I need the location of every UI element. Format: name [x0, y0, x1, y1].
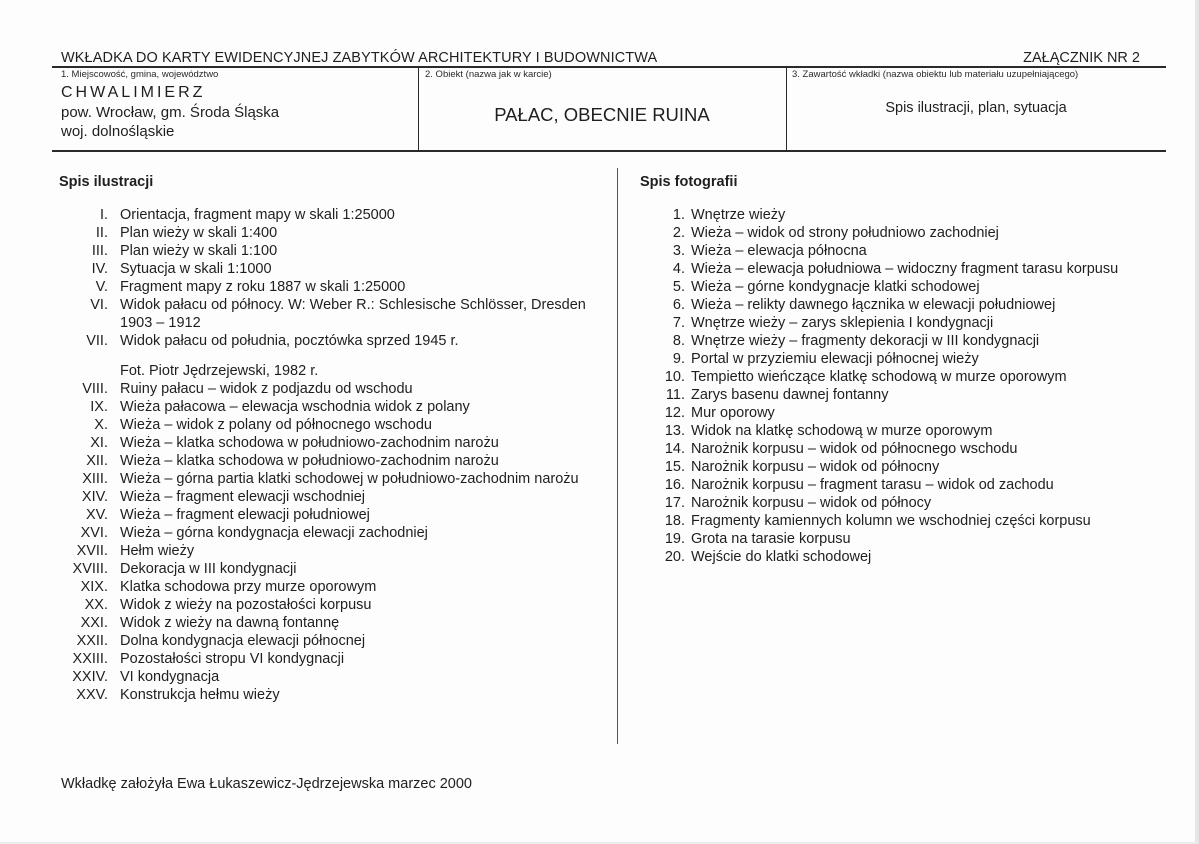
illustration-item-number: VIII.	[82, 381, 108, 397]
place-name: CHWALIMIERZ	[61, 84, 206, 101]
photo-item-text: Narożnik korpusu – widok od północny	[691, 459, 940, 475]
illustration-item	[61, 632, 601, 650]
contents-label: 3. Zawartość wkładki (nazwa obiektu lub materiału uzupełniającego)	[792, 69, 1079, 80]
illustration-item-number: XVII.	[76, 543, 108, 559]
photo-item-number: 14.	[664, 441, 685, 457]
column-divider	[617, 168, 618, 744]
photo-item-text: Grota na tarasie korpusu	[691, 531, 851, 547]
illustration-item-number: IX.	[90, 399, 108, 415]
contents-value: Spis ilustracji, plan, sytuacja	[885, 100, 1067, 116]
photo-item-text: Portal w przyziemiu elewacji północnej wieży	[691, 351, 979, 367]
illustration-item-number: XI.	[90, 435, 108, 451]
document-title: WKŁADKA DO KARTY EWIDENCYJNEJ ZABYTKÓW ARCHITEKTURY I BUDOWNICTWA	[61, 50, 658, 66]
illustration-item-text: Wieża – górna kondygnacja elewacji zachodniej	[120, 525, 428, 541]
photo-item-text: Wieża – relikty dawnego łącznika w elewacji południowej	[691, 297, 1056, 313]
illustration-item	[61, 434, 601, 452]
photos-title: Spis fotografii	[640, 174, 738, 190]
photo-item-number: 13.	[664, 423, 685, 439]
illustration-item-number: XXII.	[76, 633, 108, 649]
header-rule	[52, 66, 1166, 68]
illustration-item-text: Widok pałacu od północy. W: Weber R.: Schlesische Schlösser, Dresden 1903 – 1912	[120, 297, 586, 331]
photo-item-text: Mur oporowy	[691, 405, 775, 421]
photo-item	[640, 242, 1160, 260]
illustration-item	[61, 488, 601, 506]
photo-item-text: Wnętrze wieży	[691, 207, 786, 223]
photo-item-number: 10.	[664, 369, 685, 385]
illustration-item-text: Sytuacja w skali 1:1000	[120, 261, 272, 277]
photo-item	[640, 440, 1160, 458]
header-bottom-rule	[52, 150, 1166, 152]
photo-item	[640, 548, 1160, 566]
photo-item-text: Fragmenty kamiennych kolumn we wschodniej części korpusu	[691, 513, 1091, 529]
illustration-item-number: XXIV.	[72, 669, 108, 685]
illustration-item-text: Dolna kondygnacja elewacji północnej	[120, 633, 366, 649]
illustration-item	[61, 524, 601, 542]
illustration-item-number: XXIII.	[72, 651, 108, 667]
illustration-item	[61, 278, 601, 296]
footer-author: Wkładkę założyła Ewa Łukaszewicz-Jędrzejewska marzec 2000	[61, 776, 472, 792]
illustration-item-text: Hełm wieży	[120, 543, 195, 559]
illustration-item	[61, 650, 601, 668]
illustration-item	[61, 686, 601, 704]
illustration-item-number: XX.	[84, 597, 108, 613]
photo-item	[640, 494, 1160, 512]
photo-item-number: 5.	[672, 279, 685, 295]
illustration-item-text: Fragment mapy z roku 1887 w skali 1:25000	[120, 279, 406, 295]
photo-item-number: 19.	[664, 531, 685, 547]
photo-item	[640, 224, 1160, 242]
illustration-item-number: XVIII.	[72, 561, 108, 577]
illustration-item-number: XIV.	[81, 489, 108, 505]
illustration-item	[61, 416, 601, 434]
illustration-item-number: VI.	[90, 297, 108, 313]
photo-item-number: 4.	[672, 261, 685, 277]
illustration-item-number: XXI.	[80, 615, 108, 631]
illustration-item	[61, 470, 601, 488]
photo-item	[640, 530, 1160, 548]
photo-item-text: Widok na klatkę schodową w murze oporowym	[691, 423, 993, 439]
photo-item	[640, 368, 1160, 386]
illustration-item	[61, 542, 601, 560]
photo-item	[640, 476, 1160, 494]
illustration-item-text: Plan wieży w skali 1:100	[120, 243, 278, 259]
illustration-item-text: Ruiny pałacu – widok z podjazdu od wschodu	[120, 381, 413, 397]
place-district: pow. Wrocław, gm. Środa Śląska	[61, 104, 280, 121]
illustration-item-text: Wieża – fragment elewacji południowej	[120, 507, 370, 523]
illustration-item-text: Klatka schodowa przy murze oporowym	[120, 579, 377, 595]
illustration-item-text: Pozostałości stropu VI kondygnacji	[120, 651, 345, 667]
illustration-item-text: Widok z wieży na pozostałości korpusu	[120, 597, 372, 613]
illustration-item	[61, 206, 601, 224]
illustration-item	[61, 452, 601, 470]
object-name: PAŁAC, OBECNIE RUINA	[494, 104, 710, 125]
illustration-item-number: XVI.	[80, 525, 108, 541]
illustration-item	[61, 224, 601, 242]
illustration-item-text: Widok z wieży na dawną fontannę	[120, 615, 340, 631]
illustration-item-number: XIII.	[82, 471, 108, 487]
photo-item-text: Wieża – elewacja południowa – widoczny fragment tarasu korpusu	[691, 261, 1119, 277]
photo-item-number: 11.	[665, 387, 685, 403]
place-voivodeship: woj. dolnośląskie	[61, 123, 175, 140]
illustrations-list	[61, 206, 601, 704]
photo-item-number: 3.	[672, 243, 685, 259]
illustration-item-text: Wieża – górna partia klatki schodowej w południowo-zachodnim narożu	[120, 471, 579, 487]
photo-item-number: 6.	[672, 297, 685, 313]
photo-item-text: Wnętrze wieży – zarys sklepienia I kondygnacji	[691, 315, 994, 331]
photo-item-text: Wnętrze wieży – fragmenty dekoracji w III kondygnacji	[691, 333, 1040, 349]
illustration-item-number: X.	[94, 417, 108, 433]
photo-item	[640, 386, 1160, 404]
photo-item	[640, 296, 1160, 314]
illustration-item-number: V.	[95, 279, 108, 295]
illustration-item	[61, 560, 601, 578]
illustration-item-text: Wieża – widok z polany od północnego wschodu	[120, 417, 432, 433]
photo-item-text: Narożnik korpusu – widok od północy	[691, 495, 932, 511]
illustration-item-number: IV.	[91, 261, 108, 277]
illustration-item-text: Wieża – klatka schodowa w południowo-zachodnim narożu	[120, 435, 499, 451]
illustration-item	[61, 296, 601, 332]
photo-item-text: Wieża – elewacja północna	[691, 243, 867, 259]
photo-item-text: Wieża – górne kondygnacje klatki schodowej	[691, 279, 980, 295]
illustrations-group-2	[61, 380, 601, 704]
photo-item	[640, 422, 1160, 440]
photo-item-text: Wieża – widok od strony południowo zachodniej	[691, 225, 999, 241]
photo-item-text: Narożnik korpusu – fragment tarasu – widok od zachodu	[691, 477, 1054, 493]
illustration-item-text: Wieża pałacowa – elewacja wschodnia widok z polany	[120, 399, 470, 415]
photo-credit: Fot. Piotr Jędrzejewski, 1982 r.	[120, 363, 319, 379]
illustration-item-text: Konstrukcja hełmu wieży	[120, 687, 280, 703]
photo-item	[640, 458, 1160, 476]
illustration-item-number: III.	[91, 243, 108, 259]
illustrations-title: Spis ilustracji	[59, 174, 154, 190]
photo-item-number: 1.	[672, 207, 685, 223]
photo-item-number: 17.	[664, 495, 685, 511]
photo-item-text: Tempietto wieńczące klatkę schodową w murze oporowym	[691, 369, 1067, 385]
illustration-item	[61, 668, 601, 686]
photo-item	[640, 404, 1160, 422]
photo-item-text: Wejście do klatki schodowej	[691, 549, 872, 565]
illustration-item-number: XXV.	[76, 687, 108, 703]
page-edge	[1195, 0, 1199, 844]
illustration-item-text: VI kondygnacja	[120, 669, 220, 685]
photo-item	[640, 260, 1160, 278]
photos-list	[640, 206, 1160, 566]
photo-item-number: 8.	[672, 333, 685, 349]
annex-number: ZAŁĄCZNIK NR 2	[1023, 50, 1140, 66]
illustration-item-number: VII.	[86, 333, 108, 349]
photo-item	[640, 206, 1160, 224]
illustration-item-number: I.	[99, 207, 108, 223]
illustration-item	[61, 242, 601, 260]
illustration-item-number: XV.	[85, 507, 108, 523]
illustration-item	[61, 332, 601, 350]
illustration-item-text: Widok pałacu od południa, pocztówka sprzed 1945 r.	[120, 333, 459, 349]
illustration-item	[61, 398, 601, 416]
photo-item	[640, 350, 1160, 368]
photo-item-text: Zarys basenu dawnej fontanny	[691, 387, 889, 403]
photo-item-number: 15.	[664, 459, 685, 475]
photo-item	[640, 512, 1160, 530]
location-label: 1. Miejscowość, gmina, województwo	[61, 69, 219, 80]
photo-item-text: Narożnik korpusu – widok od północnego wschodu	[691, 441, 1018, 457]
photo-item-number: 18.	[664, 513, 685, 529]
illustration-item	[61, 380, 601, 398]
illustration-item	[61, 614, 601, 632]
illustration-item-number: II.	[95, 225, 108, 241]
illustration-item	[61, 578, 601, 596]
illustration-item-number: XIX.	[80, 579, 108, 595]
illustration-item-text: Dekoracja w III kondygnacji	[120, 561, 297, 577]
illustration-item	[61, 506, 601, 524]
photo-item-number: 9.	[672, 351, 685, 367]
photo-item-number: 12.	[664, 405, 685, 421]
illustration-item-text: Wieża – klatka schodowa w południowo-zachodnim narożu	[120, 453, 499, 469]
photo-item-number: 2.	[672, 225, 685, 241]
illustration-item-text: Wieża – fragment elewacji wschodniej	[120, 489, 365, 505]
photo-item	[640, 314, 1160, 332]
photo-item	[640, 278, 1160, 296]
illustration-item	[61, 596, 601, 614]
illustration-item	[61, 260, 601, 278]
photo-item-number: 7.	[672, 315, 685, 331]
illustration-item-number: XII.	[86, 453, 108, 469]
photo-item-number: 16.	[664, 477, 685, 493]
illustration-item-text: Plan wieży w skali 1:400	[120, 225, 278, 241]
illustrations-group-1	[61, 206, 601, 350]
object-label: 2. Obiekt (nazwa jak w karcie)	[425, 69, 552, 80]
illustration-item-text: Orientacja, fragment mapy w skali 1:25000	[120, 207, 395, 223]
photo-item	[640, 332, 1160, 350]
photo-item-number: 20.	[664, 549, 685, 565]
